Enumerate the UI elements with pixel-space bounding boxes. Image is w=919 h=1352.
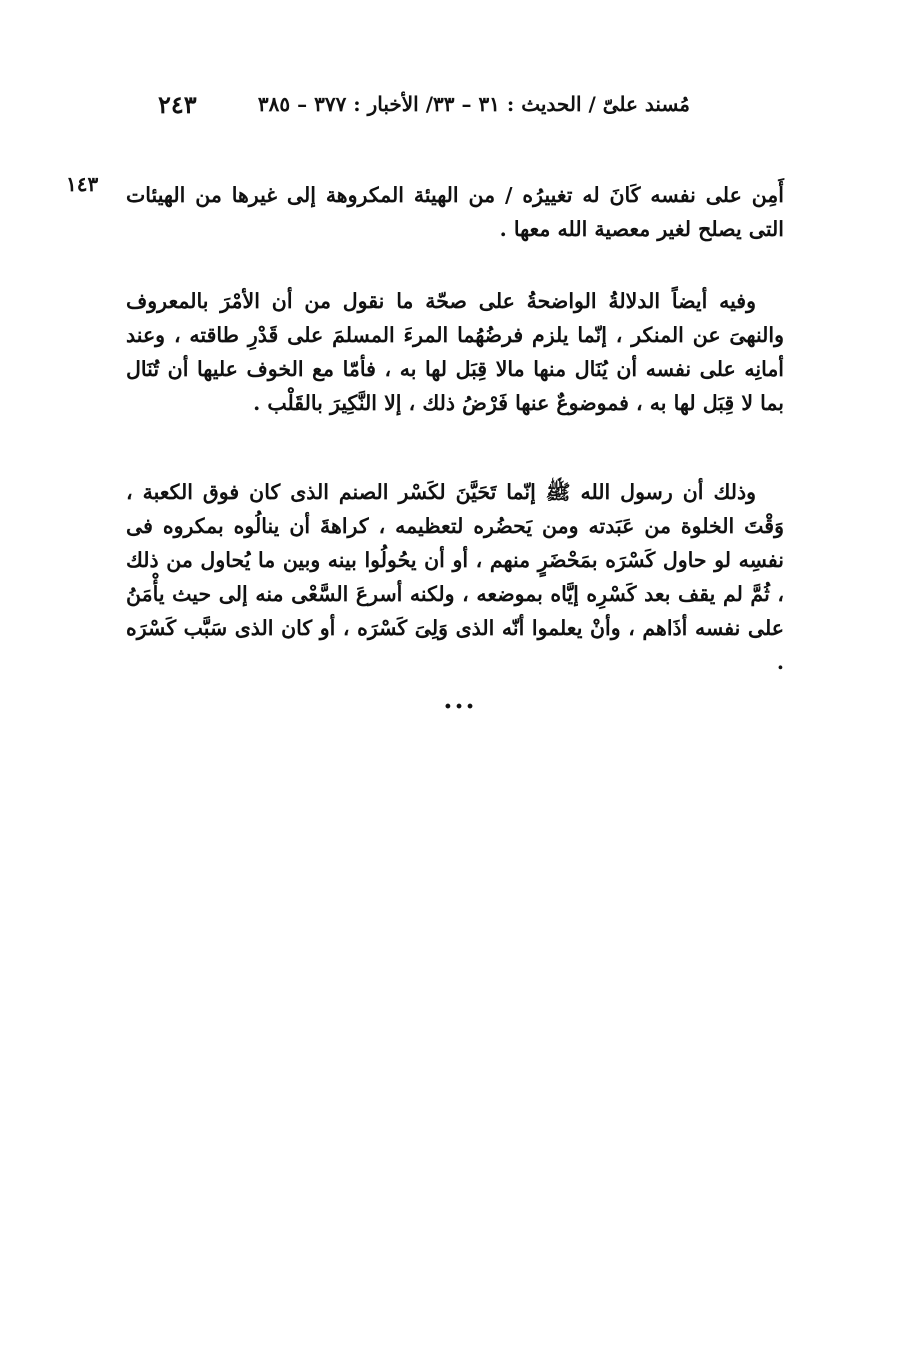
paragraph-2: وفيه أيضاً الدلالةُ الواضحةُ على صحّة ما نقول من أن الأمْرَ بالمعروف والنهىَ عن المنكر ، إنّما يلزم فرضُهُما المرءَ المسلمَ على قَدْرِ طاقته ، وعند أمانِه على نفسه أن يُنَال منها مالا قِبَل لها به ، فأمّا مع الخوف عليها أن تُنَال بما لا قِبَل لها به ، فموضوعٌ عنها فَرْضُ ذلك ، إلا النَّكِيرَ بالقَلْب . bbox=[126, 288, 784, 415]
running-header bbox=[150, 92, 690, 126]
paragraph-3: وذلك أن رسول الله ﷺ إنّما تَحَيَّنَ لكَسْر الصنم الذى كان فوق الكعبة ، وَقْتَ الخلوة من عَبَدته ومن يَحضُره لتعظيمه ، كراهةَ أن ينالُوه بمكروه فى نفسِه لو حاول كَسْرَه بمَحْضَرٍ منهم ، أو أن يحُولُوا بينه وبين ما يُحاول من ذلك ، ثُمَّ لم يقف بعد كَسْرِه إيَّاه بموضعه ، ولكنه أسرعَ السَّعْى منه إلى حيث يأْمَنُ على نفسه أذَاهم ، وأنْ يعلموا أنّه الذى وَلِىَ كَسْرَه ، أو كان الذى سَبَّب كَسْرَه . bbox=[126, 479, 784, 674]
section-end-mark: ... bbox=[443, 685, 477, 715]
page-number: ٢٤٣ bbox=[158, 90, 197, 119]
margin-reference-number: ١٤٣ bbox=[66, 172, 99, 196]
header-title: مُسند علىّ / الحديث : ٣١ – ٣٣/ الأخبار : ٣٧٧ – ٣٨٥ bbox=[257, 92, 690, 116]
paragraph-1: أَمِن على نفسه كَانَ له تغييرُه / من الهيئة المكروهة إلى غيرها من الهيئات التى يصلح لغير معصية الله معها . bbox=[126, 182, 784, 241]
